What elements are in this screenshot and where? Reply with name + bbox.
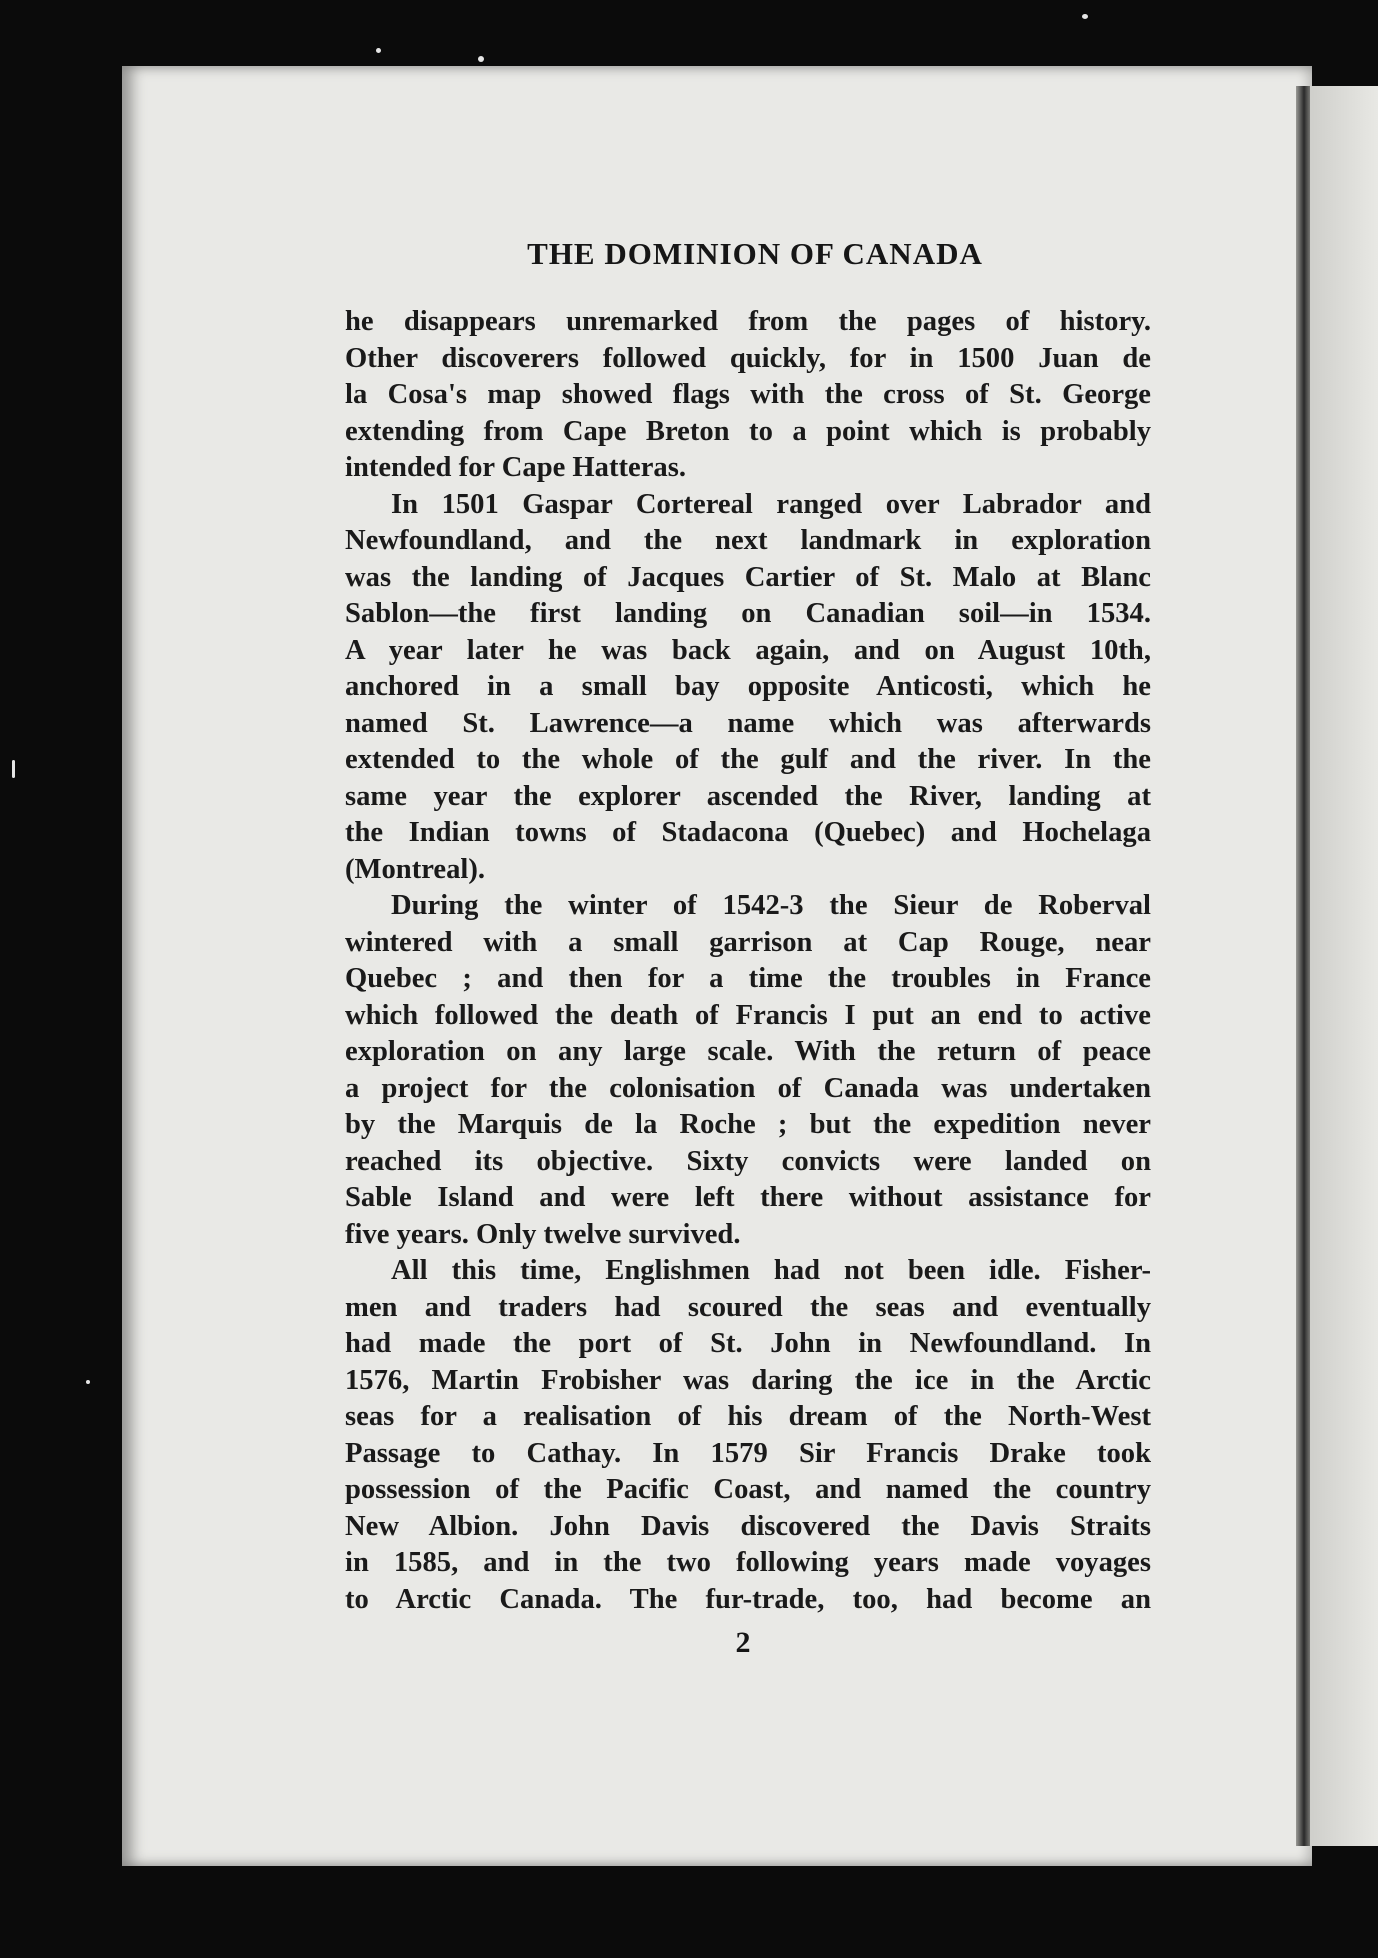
dust-speck — [12, 760, 15, 778]
text-line: Other discoverers followed quickly, for in 1500 Juan de — [345, 342, 1151, 374]
text-line: intended for Cape Hatteras. — [345, 452, 686, 483]
facing-page-edge — [1310, 86, 1378, 1846]
text-line: which followed the death of Francis I put an end to active — [345, 999, 1151, 1031]
text-line: a project for the colonisation of Canada was undertaken — [345, 1072, 1151, 1104]
text-line: by the Marquis de la Roche ; but the expedition never — [345, 1109, 1151, 1140]
text-line: 1576, Martin Frobisher was daring the ice in the Arctic — [345, 1364, 1151, 1396]
text-line: Quebec ; and then for a time the troubles in France — [345, 963, 1151, 994]
text-line: same year the explorer ascended the River, landing at — [345, 780, 1151, 812]
text-line: was the landing of Jacques Cartier of St. Malo at Blanc — [345, 561, 1151, 593]
text-line: extending from Cape Breton to a point which is probably — [345, 415, 1151, 447]
body-text — [345, 304, 1151, 1618]
text-line: (Montreal). — [345, 853, 486, 885]
text-line: anchored in a small bay opposite Anticosti, which he — [345, 671, 1151, 702]
text-line: In 1501 Gaspar Cortereal ranged over Labrador and — [391, 488, 1151, 520]
text-line: Sable Island and were left there without assistance for — [345, 1182, 1151, 1213]
text-line: Sablon—the first landing on Canadian soil—in 1534. — [345, 598, 1151, 629]
dust-speck — [1082, 14, 1088, 19]
text-line: A year later he was back again, and on August 10th, — [345, 634, 1151, 666]
dust-speck — [86, 1380, 90, 1384]
text-line: seas for a realisation of his dream of the North-West — [345, 1401, 1151, 1432]
text-line: had made the port of St. John in Newfoundland. In — [345, 1328, 1151, 1359]
text-line: in 1585, and in the two following years made voyages — [345, 1547, 1151, 1578]
text-line: New Albion. John Davis discovered the Davis Straits — [345, 1510, 1151, 1542]
text-line: named St. Lawrence—a name which was afterwards — [345, 707, 1151, 739]
page-number: 2 — [735, 1626, 751, 1659]
text-line: la Cosa's map showed flags with the cross of St. George — [345, 379, 1151, 410]
text-line: All this time, Englishmen had not been idle. Fisher- — [391, 1255, 1151, 1286]
text-line: he disappears unremarked from the pages of history. — [345, 306, 1151, 337]
text-line: wintered with a small garrison at Cap Rouge, near — [345, 926, 1151, 958]
text-line: extended to the whole of the gulf and the river. In the — [345, 744, 1151, 775]
text-line: to Arctic Canada. The fur-trade, too, had become an — [345, 1583, 1151, 1615]
running-header: THE DOMINION OF CANADA — [527, 236, 983, 271]
dust-speck — [376, 48, 381, 53]
text-line: the Indian towns of Stadacona (Quebec) and Hochelaga — [345, 817, 1151, 848]
text-line: During the winter of 1542-3 the Sieur de Roberval — [391, 890, 1151, 921]
text-line: Passage to Cathay. In 1579 Sir Francis Drake took — [345, 1437, 1151, 1469]
dust-speck — [478, 56, 484, 62]
text-line: possession of the Pacific Coast, and named the country — [345, 1474, 1151, 1505]
text-line: men and traders had scoured the seas and eventually — [345, 1291, 1151, 1323]
text-line: exploration on any large scale. With the return of peace — [345, 1036, 1151, 1067]
text-line: five years. Only twelve survived. — [345, 1218, 741, 1250]
text-line: Newfoundland, and the next landmark in exploration — [345, 525, 1151, 556]
text-line: reached its objective. Sixty convicts were landed on — [345, 1145, 1151, 1177]
